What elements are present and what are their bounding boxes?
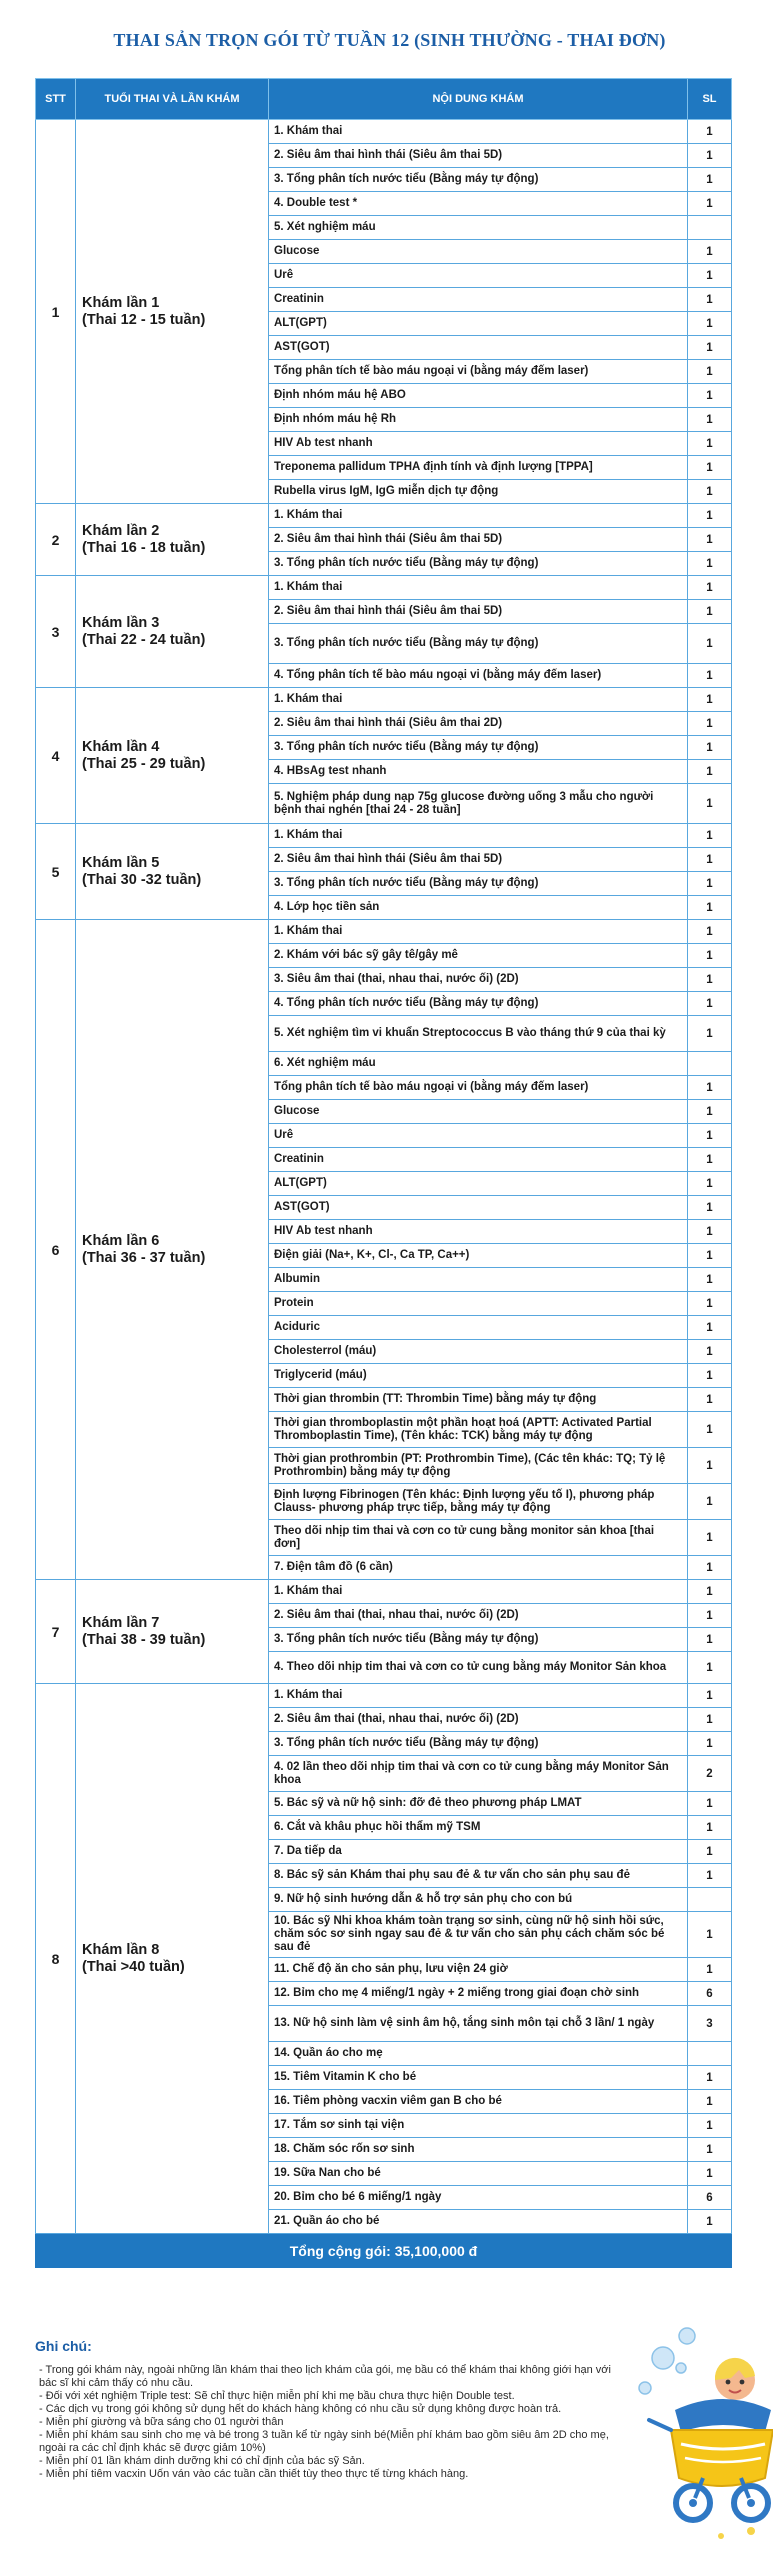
exam-item: 2. Siêu âm thai hình thái (Siêu âm thai 2D) [269,712,688,736]
exam-quantity [688,1888,732,1912]
exam-item: Protein [269,1292,688,1316]
exam-item: 5. Bác sỹ và nữ hộ sinh: đỡ đẻ theo phương pháp LMAT [269,1792,688,1816]
exam-item: 3. Tổng phân tích nước tiểu (Bằng máy tự động) [269,1628,688,1652]
exam-quantity: 1 [688,408,732,432]
exam-quantity: 3 [688,2006,732,2042]
page-title: THAI SẢN TRỌN GÓI TỪ TUẦN 12 (SINH THƯỜNG - THAI ĐƠN) [113,30,666,50]
exam-quantity: 1 [688,2210,732,2234]
visit-number: 3 [36,576,76,688]
visit-cell [76,920,269,1580]
exam-quantity: 1 [688,312,732,336]
exam-item: Rubella virus IgM, IgG miễn dịch tự động [269,480,688,504]
notes-section [35,2338,625,2481]
notes-title: Ghi chú: [35,2338,92,2354]
exam-quantity: 1 [688,1100,732,1124]
exam-quantity: 1 [688,1016,732,1052]
exam-item: 1. Khám thai [269,688,688,712]
exam-item: 2. Siêu âm thai hình thái (Siêu âm thai 5D) [269,600,688,624]
exam-quantity: 6 [688,1982,732,2006]
note-item: - Miễn phí khám sau sinh cho mẹ và bé trong 3 tuần kể từ ngày sinh bé(Miễn phí khám bao gồm siêu âm 2D cho mẹ, ngoài ra các chỉ định khác sẽ được giảm 10%) [39,2429,609,2454]
exam-item: 2. Siêu âm thai hình thái (Siêu âm thai 5D) [269,848,688,872]
exam-item: Tổng phân tích tế bào máu ngoại vi (bằng máy đếm laser) [269,360,688,384]
exam-quantity: 1 [688,1220,732,1244]
exam-item: Creatinin [269,288,688,312]
exam-item: Urê [269,1124,688,1148]
exam-quantity: 1 [688,1604,732,1628]
exam-item: 3. Tổng phân tích nước tiểu (Bằng máy tự động) [269,1732,688,1756]
exam-item: 1. Khám thai [269,120,688,144]
exam-quantity: 1 [688,1840,732,1864]
exam-quantity: 1 [688,552,732,576]
exam-quantity [688,216,732,240]
exam-quantity: 1 [688,1864,732,1888]
exam-item: 5. Xét nghiệm máu [269,216,688,240]
exam-item: Cholesterrol (máu) [269,1340,688,1364]
exam-item: AST(GOT) [269,1196,688,1220]
exam-quantity: 1 [688,144,732,168]
visit-cell [76,120,269,504]
exam-quantity [688,2042,732,2066]
exam-quantity: 1 [688,1172,732,1196]
exam-quantity: 1 [688,1520,732,1556]
exam-item: Glucose [269,240,688,264]
exam-item: 19. Sữa Nan cho bé [269,2162,688,2186]
visit-name: Khám lần 4 [82,738,160,755]
exam-item: Thời gian thromboplastin một phần hoạt hoá (APTT: Activated Partial Thromboplastin Time), (Tên khác: TCK) bằng máy tự động [269,1412,688,1448]
table-row [36,576,732,600]
exam-item: 16. Tiêm phòng vacxin viêm gan B cho bé [269,2090,688,2114]
exam-item: Triglycerid (máu) [269,1364,688,1388]
table-row [36,120,732,144]
exam-item: 4. HBsAg test nhanh [269,760,688,784]
exam-quantity [688,1052,732,1076]
visit-name: Khám lần 2 [82,522,160,539]
exam-quantity: 1 [688,1484,732,1520]
note-item: - Trong gói khám này, ngoài những lần khám thai theo lịch khám của gói, mẹ bầu có thể khám thai không giới hạn với bác sĩ khi cảm thấy có nhu cầu. [39,2364,611,2389]
exam-item: 11. Chế độ ăn cho sản phụ, lưu viện 24 giờ [269,1958,688,1982]
exam-quantity: 1 [688,1816,732,1840]
exam-item: 20. Bỉm cho bé 6 miếng/1 ngày [269,2186,688,2210]
visit-cell [76,576,269,688]
exam-item: Urê [269,264,688,288]
exam-item: 9. Nữ hộ sinh hướng dẫn & hỗ trợ sản phụ cho con bú [269,1888,688,1912]
exam-quantity: 1 [688,600,732,624]
exam-quantity: 1 [688,1792,732,1816]
exam-quantity: 1 [688,1292,732,1316]
exam-quantity: 1 [688,2162,732,2186]
exam-item: 12. Bỉm cho mẹ 4 miếng/1 ngày + 2 miếng trong giai đoạn chờ sinh [269,1982,688,2006]
exam-quantity: 1 [688,688,732,712]
visit-number: 6 [36,920,76,1580]
visit-name: Khám lần 6 [82,1232,160,1249]
exam-item: 6. Cắt và khâu phục hồi thẩm mỹ TSM [269,1816,688,1840]
exam-quantity: 1 [688,736,732,760]
exam-quantity: 1 [688,1708,732,1732]
exam-item: 6. Xét nghiệm máu [269,1052,688,1076]
total-row [36,2234,732,2268]
exam-quantity: 1 [688,1196,732,1220]
exam-quantity: 1 [688,2138,732,2162]
visit-number: 2 [36,504,76,576]
table-row [36,824,732,848]
exam-item: Albumin [269,1268,688,1292]
exam-quantity: 1 [688,896,732,920]
total-price: Tổng cộng gói: 35,100,000 đ [36,2234,732,2268]
exam-item: 13. Nữ hộ sinh làm vệ sinh âm hộ, tắng sinh môn tại chỗ 3 lần/ 1 ngày [269,2006,688,2042]
exam-item: Glucose [269,1100,688,1124]
note-item: - Đối với xét nghiệm Triple test: Sẽ chỉ thực hiện miễn phí khi mẹ bầu chưa thực hiện Double test. [39,2390,515,2402]
package-table [35,78,732,2268]
note-item: - Miễn phí giường và bữa sáng cho 01 người thân [39,2416,284,2428]
visit-cell [76,504,269,576]
exam-item: 4. Lớp học tiền sản [269,896,688,920]
exam-item: Aciduric [269,1316,688,1340]
exam-quantity: 1 [688,288,732,312]
exam-quantity: 1 [688,712,732,736]
visit-weeks: (Thai 12 - 15 tuần) [82,311,206,328]
exam-quantity: 1 [688,1148,732,1172]
exam-item: 2. Siêu âm thai (thai, nhau thai, nước ối) (2D) [269,1604,688,1628]
exam-quantity: 1 [688,528,732,552]
exam-item: 4. Tổng phân tích nước tiểu (Bằng máy tự động) [269,992,688,1016]
exam-quantity: 1 [688,120,732,144]
exam-item: 7. Điện tâm đồ (6 cần) [269,1556,688,1580]
exam-quantity: 1 [688,576,732,600]
exam-item: 1. Khám thai [269,504,688,528]
exam-item: 15. Tiêm Vitamin K cho bé [269,2066,688,2090]
exam-quantity: 1 [688,920,732,944]
visit-cell [76,1580,269,1684]
exam-quantity: 1 [688,1684,732,1708]
visit-name: Khám lần 3 [82,614,160,631]
note-item: - Miễn phí tiêm vacxin Uốn ván vào các tuần cần thiết tùy theo thực tế từng khách hàng. [39,2468,469,2480]
exam-quantity: 1 [688,432,732,456]
exam-item: Theo dõi nhịp tim thai và cơn co tử cung bằng monitor sản khoa [thai đơn] [269,1520,688,1556]
exam-quantity: 1 [688,456,732,480]
exam-item: 3. Tổng phân tích nước tiểu (Bằng máy tự động) [269,736,688,760]
exam-quantity: 1 [688,384,732,408]
exam-quantity: 1 [688,480,732,504]
visit-cell [76,824,269,920]
table-row [36,920,732,944]
exam-quantity: 1 [688,192,732,216]
exam-quantity: 1 [688,1388,732,1412]
note-item: - Các dịch vụ trong gói không sử dụng hết do khách hàng không có nhu cầu sử dụng không được hoàn trả. [39,2403,562,2415]
exam-item: 4. Double test * [269,192,688,216]
visit-cell [76,1684,269,2234]
exam-item: 18. Chăm sóc rốn sơ sinh [269,2138,688,2162]
exam-quantity: 1 [688,2114,732,2138]
table-body [36,120,732,2234]
exam-item: 1. Khám thai [269,1684,688,1708]
exam-item: 17. Tắm sơ sinh tại viện [269,2114,688,2138]
visit-name: Khám lần 5 [82,854,160,871]
exam-quantity: 1 [688,2090,732,2114]
exam-item: Treponema pallidum TPHA định tính và định lượng [TPPA] [269,456,688,480]
exam-item: 1. Khám thai [269,1580,688,1604]
exam-item: 3. Tổng phân tích nước tiểu (Bằng máy tự động) [269,624,688,664]
exam-quantity: 1 [688,968,732,992]
exam-quantity: 1 [688,784,732,824]
exam-item: 1. Khám thai [269,920,688,944]
exam-item: Thời gian prothrombin (PT: Prothrombin Time), (Các tên khác: TQ; Tỷ lệ Prothrombin) bằng máy tự động [269,1448,688,1484]
exam-item: 21. Quần áo cho bé [269,2210,688,2234]
exam-quantity: 1 [688,848,732,872]
exam-item: HIV Ab test nhanh [269,432,688,456]
visit-number: 5 [36,824,76,920]
exam-quantity: 1 [688,1244,732,1268]
exam-item: 2. Khám với bác sỹ gây tê/gây mê [269,944,688,968]
exam-item: HIV Ab test nhanh [269,1220,688,1244]
exam-item: 2. Siêu âm thai hình thái (Siêu âm thai 5D) [269,144,688,168]
exam-quantity: 1 [688,824,732,848]
exam-item: Định nhóm máu hệ ABO [269,384,688,408]
exam-item: 1. Khám thai [269,824,688,848]
exam-quantity: 1 [688,1556,732,1580]
visit-weeks: (Thai >40 tuần) [82,1958,185,1975]
exam-quantity: 1 [688,944,732,968]
header-content: NỘI DUNG KHÁM [269,79,688,120]
exam-item: 5. Nghiệm pháp dung nạp 75g glucose đường uống 3 mẫu cho người bệnh thai nghén [thai 24 - 28 tuần] [269,784,688,824]
visit-weeks: (Thai 36 - 37 tuần) [82,1249,206,1266]
exam-item: 3. Siêu âm thai (thai, nhau thai, nước ối) (2D) [269,968,688,992]
exam-quantity: 1 [688,1412,732,1448]
visit-weeks: (Thai 22 - 24 tuần) [82,631,206,648]
exam-quantity: 1 [688,1448,732,1484]
exam-item: 4. 02 lần theo dõi nhịp tim thai và cơn co tử cung bằng máy Monitor Sản khoa [269,1756,688,1792]
table-header-row [36,79,732,120]
header-visit: TUỔI THAI VÀ LẦN KHÁM [76,79,269,120]
exam-quantity: 1 [688,504,732,528]
exam-item: AST(GOT) [269,336,688,360]
visit-name: Khám lần 8 [82,1941,160,1958]
visit-number: 1 [36,120,76,504]
visit-weeks: (Thai 16 - 18 tuần) [82,539,206,556]
exam-quantity: 1 [688,664,732,688]
exam-item: 5. Xét nghiệm tìm vi khuẩn Streptococcus B vào tháng thứ 9 của thai kỳ [269,1016,688,1052]
table-row [36,688,732,712]
exam-quantity: 1 [688,2066,732,2090]
exam-item: 8. Bác sỹ sản Khám thai phụ sau đẻ & tư vấn cho sản phụ sau đẻ [269,1864,688,1888]
visit-weeks: (Thai 25 - 29 tuần) [82,755,206,772]
exam-quantity: 1 [688,240,732,264]
exam-item: 3. Tổng phân tích nước tiểu (Bằng máy tự động) [269,552,688,576]
exam-quantity: 1 [688,1364,732,1388]
exam-quantity: 1 [688,360,732,384]
exam-item: Thời gian thrombin (TT: Thrombin Time) bằng máy tự động [269,1388,688,1412]
exam-item: 14. Quần áo cho mẹ [269,2042,688,2066]
exam-item: 1. Khám thai [269,576,688,600]
exam-item: 7. Da tiếp da [269,1840,688,1864]
table-row [36,1580,732,1604]
exam-item: ALT(GPT) [269,1172,688,1196]
exam-item: 4. Theo dõi nhịp tim thai và cơn co tử cung bằng máy Monitor Sản khoa [269,1652,688,1684]
exam-quantity: 1 [688,1268,732,1292]
visit-cell [76,688,269,824]
header-qty: SL [688,79,732,120]
exam-quantity: 1 [688,992,732,1016]
exam-quantity: 6 [688,2186,732,2210]
exam-item: Định lượng Fibrinogen (Tên khác: Định lượng yếu tố I), phương pháp Clauss- phương pháp trực tiếp, bằng máy tự động [269,1484,688,1520]
exam-quantity: 1 [688,1732,732,1756]
note-item: - Miễn phí 01 lần khám dinh dưỡng khi có chỉ định của bác sỹ Sản. [39,2455,365,2467]
exam-item: 3. Tổng phân tích nước tiểu (Bằng máy tự động) [269,872,688,896]
exam-item: Tổng phân tích tế bào máu ngoại vi (bằng máy đếm laser) [269,1076,688,1100]
exam-quantity: 1 [688,624,732,664]
visit-number: 4 [36,688,76,824]
exam-quantity: 1 [688,1912,732,1958]
table-row [36,504,732,528]
exam-quantity: 1 [688,336,732,360]
exam-quantity: 1 [688,1628,732,1652]
exam-quantity: 1 [688,1580,732,1604]
exam-item: Điện giải (Na+, K+, Cl-, Ca TP, Ca++) [269,1244,688,1268]
exam-quantity: 1 [688,1076,732,1100]
exam-quantity: 1 [688,1124,732,1148]
visit-number: 8 [36,1684,76,2234]
exam-quantity: 1 [688,760,732,784]
exam-quantity: 1 [688,1958,732,1982]
table-row [36,1684,732,1708]
exam-quantity: 1 [688,1340,732,1364]
baby-stroller-illustration [623,2318,773,2548]
exam-quantity: 2 [688,1756,732,1792]
visit-weeks: (Thai 38 - 39 tuần) [82,1631,206,1648]
header-stt: STT [36,79,76,120]
exam-quantity: 1 [688,1652,732,1684]
visit-weeks: (Thai 30 -32 tuần) [82,871,202,888]
exam-item: 2. Siêu âm thai (thai, nhau thai, nước ối) (2D) [269,1708,688,1732]
visit-number: 7 [36,1580,76,1684]
exam-item: 4. Tổng phân tích tế bào máu ngoại vi (bằng máy đếm laser) [269,664,688,688]
exam-quantity: 1 [688,168,732,192]
exam-quantity: 1 [688,1316,732,1340]
exam-item: 2. Siêu âm thai hình thái (Siêu âm thai 5D) [269,528,688,552]
visit-name: Khám lần 7 [82,1614,160,1631]
exam-quantity: 1 [688,872,732,896]
visit-name: Khám lần 1 [82,294,160,311]
notes-list [35,2364,625,2481]
exam-item: Creatinin [269,1148,688,1172]
exam-item: 10. Bác sỹ Nhi khoa khám toàn trạng sơ sinh, cùng nữ hộ sinh hồi sức, chăm sóc sơ sinh ngay sau đẻ & tư vấn cho sản phụ cách chăm sóc bé sau đẻ [269,1912,688,1958]
exam-item: Định nhóm máu hệ Rh [269,408,688,432]
exam-quantity: 1 [688,264,732,288]
exam-item: 3. Tổng phân tích nước tiểu (Bằng máy tự động) [269,168,688,192]
exam-item: ALT(GPT) [269,312,688,336]
